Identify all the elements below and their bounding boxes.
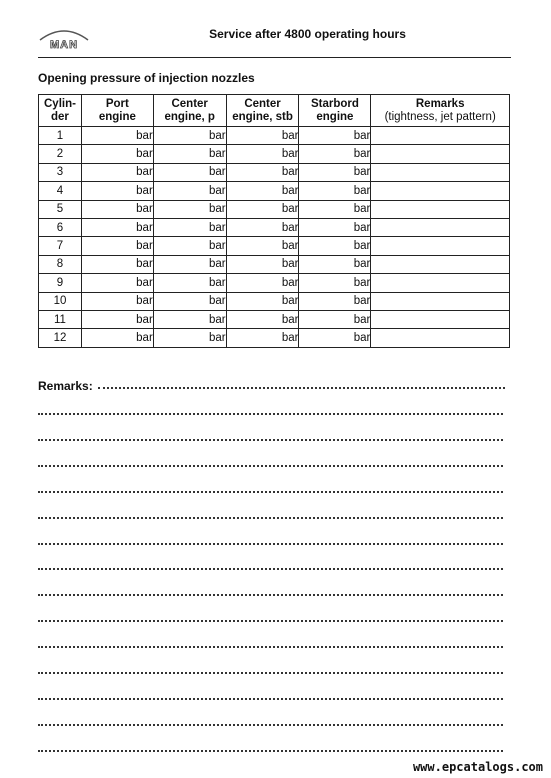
- remarks-entry-cell[interactable]: [371, 163, 510, 181]
- pressure-entry-cell[interactable]: bar: [153, 274, 226, 292]
- pressure-entry-cell[interactable]: bar: [153, 218, 226, 236]
- page-title: Service after 4800 operating hours: [209, 27, 406, 41]
- table-row: [39, 127, 510, 145]
- cylinder-number-cell: 5: [39, 200, 82, 218]
- pressure-entry-cell[interactable]: bar: [81, 200, 153, 218]
- remarks-entry-cell[interactable]: [371, 310, 510, 328]
- pressure-entry-cell[interactable]: bar: [153, 255, 226, 273]
- pressure-entry-cell[interactable]: bar: [226, 218, 299, 236]
- pressure-entry-cell[interactable]: bar: [299, 145, 371, 163]
- pressure-entry-cell[interactable]: bar: [226, 310, 299, 328]
- pressure-entry-cell[interactable]: bar: [81, 127, 153, 145]
- header-divider: [38, 57, 511, 58]
- remarks-fill-line[interactable]: [38, 413, 503, 415]
- pressure-entry-cell[interactable]: bar: [299, 255, 371, 273]
- table-row: [39, 292, 510, 310]
- pressure-entry-cell[interactable]: bar: [81, 292, 153, 310]
- cylinder-number-cell: 3: [39, 163, 82, 181]
- remarks-fill-line[interactable]: [98, 387, 505, 389]
- svg-text:MAN: MAN: [49, 39, 79, 50]
- cylinder-number-cell: 7: [39, 237, 82, 255]
- pressure-entry-cell[interactable]: bar: [226, 255, 299, 273]
- pressure-entry-cell[interactable]: bar: [81, 237, 153, 255]
- pressure-entry-cell[interactable]: bar: [153, 310, 226, 328]
- column-header-cylinder: Cylin- der: [39, 95, 82, 127]
- pressure-entry-cell[interactable]: bar: [299, 200, 371, 218]
- pressure-entry-cell[interactable]: bar: [226, 329, 299, 347]
- pressure-entry-cell[interactable]: bar: [81, 218, 153, 236]
- table-row: [39, 310, 510, 328]
- pressure-entry-cell[interactable]: bar: [226, 237, 299, 255]
- table-row: [39, 274, 510, 292]
- table-row: [39, 182, 510, 200]
- remarks-fill-line[interactable]: [38, 724, 503, 726]
- pressure-entry-cell[interactable]: bar: [299, 237, 371, 255]
- remarks-fill-line[interactable]: [38, 620, 503, 622]
- cylinder-number-cell: 12: [39, 329, 82, 347]
- pressure-entry-cell[interactable]: bar: [153, 182, 226, 200]
- pressure-entry-cell[interactable]: bar: [153, 329, 226, 347]
- pressure-entry-cell[interactable]: bar: [299, 127, 371, 145]
- table-header-row: [39, 95, 510, 127]
- remarks-entry-cell[interactable]: [371, 145, 510, 163]
- cylinder-number-cell: 1: [39, 127, 82, 145]
- pressure-entry-cell[interactable]: bar: [299, 310, 371, 328]
- pressure-entry-cell[interactable]: bar: [153, 145, 226, 163]
- cylinder-number-cell: 6: [39, 218, 82, 236]
- nozzle-pressure-table: [38, 94, 510, 348]
- remarks-entry-cell[interactable]: [371, 218, 510, 236]
- remarks-label: Remarks:: [38, 379, 93, 393]
- remarks-entry-cell[interactable]: [371, 292, 510, 310]
- cylinder-number-cell: 10: [39, 292, 82, 310]
- pressure-entry-cell[interactable]: bar: [299, 163, 371, 181]
- watermark: www.epcatalogs.com: [412, 760, 543, 774]
- pressure-entry-cell[interactable]: bar: [153, 200, 226, 218]
- cylinder-number-cell: 8: [39, 255, 82, 273]
- pressure-entry-cell[interactable]: bar: [81, 182, 153, 200]
- pressure-entry-cell[interactable]: bar: [153, 237, 226, 255]
- pressure-entry-cell[interactable]: bar: [299, 274, 371, 292]
- remarks-fill-line[interactable]: [38, 568, 503, 570]
- remarks-fill-line[interactable]: [38, 594, 503, 596]
- pressure-entry-cell[interactable]: bar: [299, 182, 371, 200]
- pressure-entry-cell[interactable]: bar: [81, 145, 153, 163]
- pressure-entry-cell[interactable]: bar: [81, 255, 153, 273]
- remarks-entry-cell[interactable]: [371, 329, 510, 347]
- cylinder-number-cell: 11: [39, 310, 82, 328]
- pressure-entry-cell[interactable]: bar: [299, 329, 371, 347]
- table-row: [39, 163, 510, 181]
- pressure-entry-cell[interactable]: bar: [299, 218, 371, 236]
- remarks-entry-cell[interactable]: [371, 127, 510, 145]
- section-title: Opening pressure of injection nozzles: [38, 71, 255, 85]
- table-row: [39, 218, 510, 236]
- remarks-fill-line[interactable]: [38, 750, 503, 752]
- remarks-fill-line[interactable]: [38, 672, 503, 674]
- column-header-center-engine-p: Center engine, p: [153, 95, 226, 127]
- pressure-entry-cell[interactable]: bar: [226, 163, 299, 181]
- column-header-starbord-engine: Starbord engine: [299, 95, 371, 127]
- pressure-entry-cell[interactable]: bar: [81, 274, 153, 292]
- pressure-entry-cell[interactable]: bar: [153, 292, 226, 310]
- remarks-fill-line[interactable]: [38, 439, 503, 441]
- pressure-entry-cell[interactable]: bar: [153, 163, 226, 181]
- remarks-fill-line[interactable]: [38, 517, 503, 519]
- pressure-entry-cell[interactable]: bar: [81, 310, 153, 328]
- table-row: [39, 145, 510, 163]
- table-row: [39, 200, 510, 218]
- remarks-fill-line[interactable]: [38, 491, 503, 493]
- pressure-entry-cell[interactable]: bar: [226, 200, 299, 218]
- man-logo: [38, 24, 90, 50]
- remarks-entry-cell[interactable]: [371, 237, 510, 255]
- pressure-entry-cell[interactable]: bar: [299, 292, 371, 310]
- pressure-entry-cell[interactable]: bar: [226, 274, 299, 292]
- table-row: [39, 329, 510, 347]
- remarks-entry-cell[interactable]: [371, 274, 510, 292]
- remarks-entry-cell[interactable]: [371, 182, 510, 200]
- pressure-entry-cell[interactable]: bar: [226, 145, 299, 163]
- pressure-entry-cell[interactable]: bar: [81, 329, 153, 347]
- pressure-entry-cell[interactable]: bar: [81, 163, 153, 181]
- column-header-port-engine: Port engine: [81, 95, 153, 127]
- remarks-entry-cell[interactable]: [371, 200, 510, 218]
- remarks-fill-line[interactable]: [38, 698, 503, 700]
- cylinder-number-cell: 9: [39, 274, 82, 292]
- remarks-entry-cell[interactable]: [371, 255, 510, 273]
- pressure-entry-cell[interactable]: bar: [226, 127, 299, 145]
- column-header-center-engine-stb: Center engine, stb: [226, 95, 299, 127]
- cylinder-number-cell: 2: [39, 145, 82, 163]
- cylinder-number-cell: 4: [39, 182, 82, 200]
- table-row: [39, 255, 510, 273]
- column-header-remarks: Remarks (tightness, jet pattern): [371, 95, 510, 127]
- remarks-fill-line[interactable]: [38, 465, 503, 467]
- remarks-fill-line[interactable]: [38, 646, 503, 648]
- table-row: [39, 237, 510, 255]
- pressure-entry-cell[interactable]: bar: [153, 127, 226, 145]
- pressure-entry-cell[interactable]: bar: [226, 292, 299, 310]
- remarks-fill-line[interactable]: [38, 543, 503, 545]
- pressure-entry-cell[interactable]: bar: [226, 182, 299, 200]
